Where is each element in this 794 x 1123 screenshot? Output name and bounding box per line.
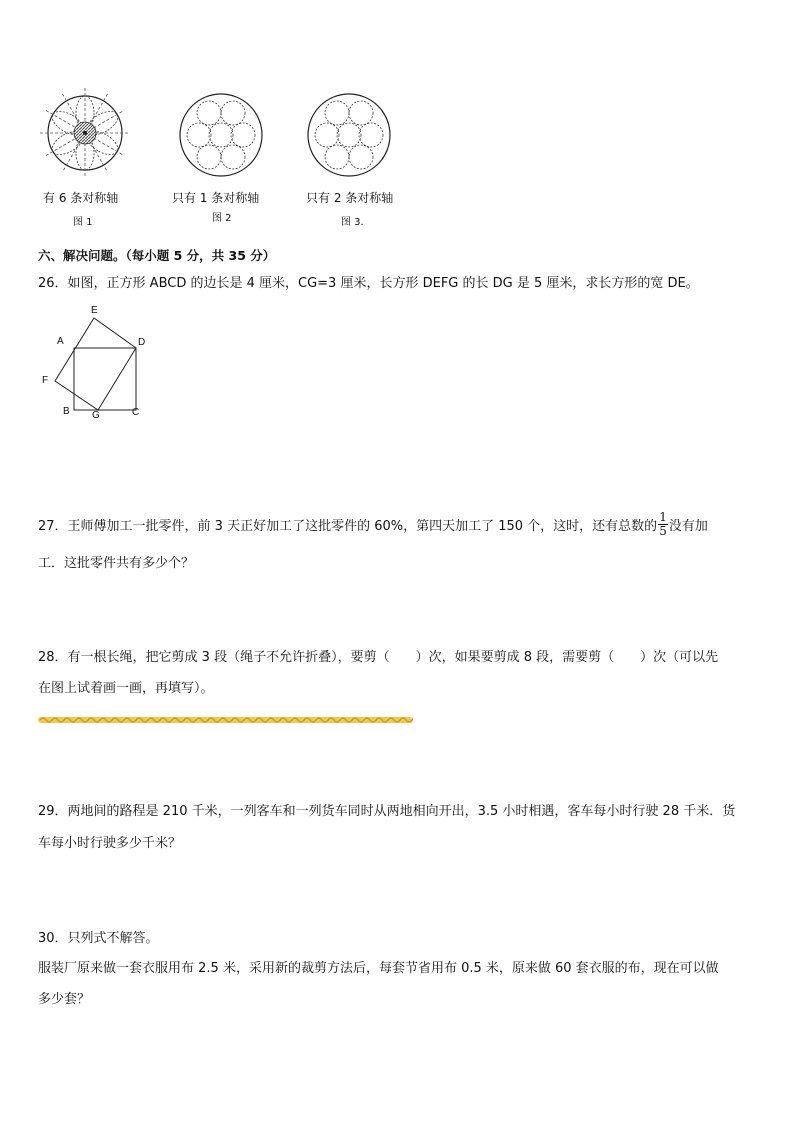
two-axes-circle-drawing [304,90,394,180]
q30-line1: 服装厂原来做一套衣服用布 2.5 米，采用新的裁剪方法后，每套节省用布 0.5 米，原来做 60 套衣服的布，现在可以做 [38,961,719,976]
figure-1 [40,88,130,178]
rope-drawing [38,715,413,725]
six-axes-circle-drawing [40,88,130,178]
q27-fraction [658,511,668,538]
figure-3-caption: 只有 2 条对称轴 [306,191,394,205]
point-label-d: D [138,337,146,348]
figure-1-label: 图 1 [73,217,93,228]
q27-line1 [38,507,708,541]
q30-title: 30．只列式不解答。 [38,931,159,946]
point-label-g: G [92,410,100,421]
q27-fraction-denominator: 5 [659,523,667,538]
figure-1-caption: 有 6 条对称轴 [43,191,119,205]
rope-image [38,710,413,720]
point-label-c: C [132,407,140,418]
q29-line2: 车每小时行驶多少千米？ [38,836,182,851]
q29-line1: 29．两地间的路程是 210 千米，一列客车和一列货车同时从两地相向开出，3.5 小时相遇，客车每小时行驶 28 千米．货 [38,804,736,819]
figure-3 [304,90,394,180]
figure-2-caption: 只有 1 条对称轴 [172,191,260,205]
q26-text: 26．如图，正方形 ABCD 的边长是 4 厘米，CG=3 厘米，长方形 DEFG 的长 DG 是 5 厘米，求长方形的宽 DE。 [38,276,699,291]
point-label-f: F [42,375,49,386]
figure-3-label: 图 3. [341,217,364,228]
q27-line1-before: 27．王师傅加工一批零件，前 3 天正好加工了这批零件的 60%，第四天加工了 150 个，这时，还有总数的 [38,518,658,534]
point-label-e: E [91,305,98,316]
q27-fraction-numerator: 1 [659,509,667,524]
section-title: 六、解决问题。（每小题 5 分，共 35 分） [38,248,276,263]
point-label-b: B [63,406,70,417]
q27-line1-after: 没有加 [668,518,708,534]
square-rectangle-drawing [38,303,168,428]
figure-2-label: 图 2 [212,213,232,224]
q28-line1: 28．有一根长绳，把它剪成 3 段（绳子不允许折叠），要剪（ ）次，如果要剪成 8 段，需要剪（ ）次（可以先 [38,650,719,665]
q26-diagram [38,303,168,428]
q30-line2: 多少套？ [38,992,91,1007]
one-axis-circle-drawing [176,90,266,180]
figure-2 [176,90,266,180]
q27-line2: 工．这批零件共有多少个？ [38,556,195,571]
point-label-a: A [57,336,64,347]
q28-line2: 在图上试着画一画，再填写）。 [38,681,214,696]
